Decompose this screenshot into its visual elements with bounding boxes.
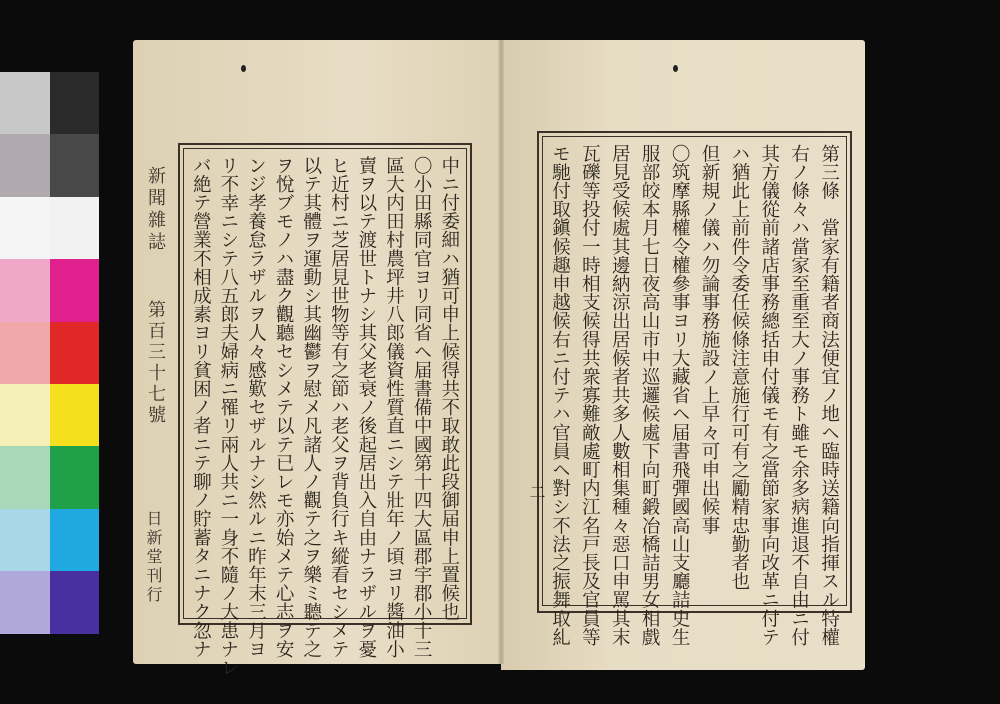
left-column: 以テ其體ヲ運動シ其幽鬱ヲ慰メ凡諸人ノ觀テ之ヲ樂ミ聽テ之 bbox=[300, 156, 322, 659]
left-column: バ絶テ營業不相成素ヨリ貧困ノ者ニテ聊ノ貯蓄タニナク忽ナ bbox=[190, 156, 212, 659]
right-column: 瓦礫等投付一時相支候得共衆寡難敵處町内江名戸長及官員等 bbox=[579, 144, 601, 647]
right-column: 居見受候處其邊納涼出居候者共多人數相集種々惡口申罵其末 bbox=[609, 144, 631, 647]
right-column: 第三條 當家有籍者商法便宜ノ地ヘ臨時送籍向指揮スル特權 bbox=[818, 144, 840, 647]
color-swatch bbox=[50, 72, 99, 134]
color-swatch bbox=[0, 197, 50, 259]
binding-hole bbox=[673, 65, 678, 72]
color-swatch bbox=[50, 509, 99, 571]
right-column: ハ猶此上前件令委任候條注意施行可有之勵精忠勤者也 bbox=[728, 144, 750, 591]
color-swatch bbox=[0, 509, 50, 571]
left-column: ヲ悅ブモノハ盡ク觀聽セシメテ以テ已レモ亦始メテ心志ヲ安 bbox=[273, 156, 295, 659]
color-swatch bbox=[0, 322, 50, 384]
binding-hole bbox=[241, 65, 246, 72]
color-swatch bbox=[50, 259, 99, 321]
color-swatch bbox=[50, 134, 99, 196]
left-column: 中ニ付委細ハ猶可申上候得共不取敢此段御届申上置候也 bbox=[438, 156, 460, 621]
color-swatch bbox=[0, 384, 50, 446]
color-swatch bbox=[0, 72, 50, 134]
right-column: 〇筑摩縣權令權參事ヨリ大藏省ヘ届書飛彈國高山支廳詰史生 bbox=[669, 144, 691, 647]
left-column: ンジ孝養怠ラザルヲ人々感歎セザルナシ然ルニ昨年末三月ヨ bbox=[245, 156, 267, 659]
left-column: 區大内田村農坪井八郎儀資性質直ニシテ壯年ノ頃ヨリ醬油小 bbox=[383, 156, 405, 659]
right-column: 服部皎本月七日夜高山市中巡邏候處下向町鍛冶橋詰男女相戲 bbox=[639, 144, 661, 647]
right-column: 其方儀從前諸店事務總括申付儀モ有之當節家事向改革ニ付テ bbox=[758, 144, 780, 647]
color-swatch bbox=[50, 197, 99, 259]
book-fold bbox=[498, 40, 504, 664]
right-column: 但新規ノ儀ハ勿論事務施設ノ上早々可申出候事 bbox=[698, 144, 720, 535]
publisher: 日新堂刊行 bbox=[144, 510, 163, 605]
color-swatch bbox=[50, 446, 99, 508]
color-checker bbox=[0, 72, 99, 634]
color-swatch bbox=[50, 571, 99, 633]
color-swatch bbox=[0, 134, 50, 196]
color-swatch bbox=[0, 571, 50, 633]
left-column: 賣ヲ以テ渡世トナシ其父老衰ノ後起居出入自由ナラザルヲ憂 bbox=[355, 156, 377, 659]
right-column: 右ノ條々ハ當家至重至大ノ事務ト雖モ余多病進退不自由ニ付 bbox=[788, 144, 810, 647]
right-text-block bbox=[544, 144, 843, 647]
page-divider-mark: 二 bbox=[527, 484, 546, 500]
color-swatch bbox=[50, 384, 99, 446]
left-column: ヒ近村ニ芝居見世物等有之節ハ老父ヲ背負行キ縱看セシメテ bbox=[328, 156, 350, 659]
right-column: モ馳付取鎭候趣申越候右ニ付テハ官員ヘ對シ不法之振舞取糺 bbox=[549, 144, 571, 647]
left-column: 〇小田縣同官ヨリ同省ヘ届書備中國第十四大區郡宇郡小十三 bbox=[411, 156, 433, 659]
color-swatch bbox=[50, 322, 99, 384]
magazine-title: 新聞雜誌 bbox=[145, 166, 166, 254]
left-column: リ不幸ニシテ八五郎夫婦病ニ罹リ兩人共ニ一身不隨ノ大患ナレ bbox=[217, 156, 239, 677]
color-swatch bbox=[0, 259, 50, 321]
issue-number: 第百三十七號 bbox=[145, 300, 166, 426]
left-text-block bbox=[186, 156, 462, 677]
color-swatch bbox=[0, 446, 50, 508]
